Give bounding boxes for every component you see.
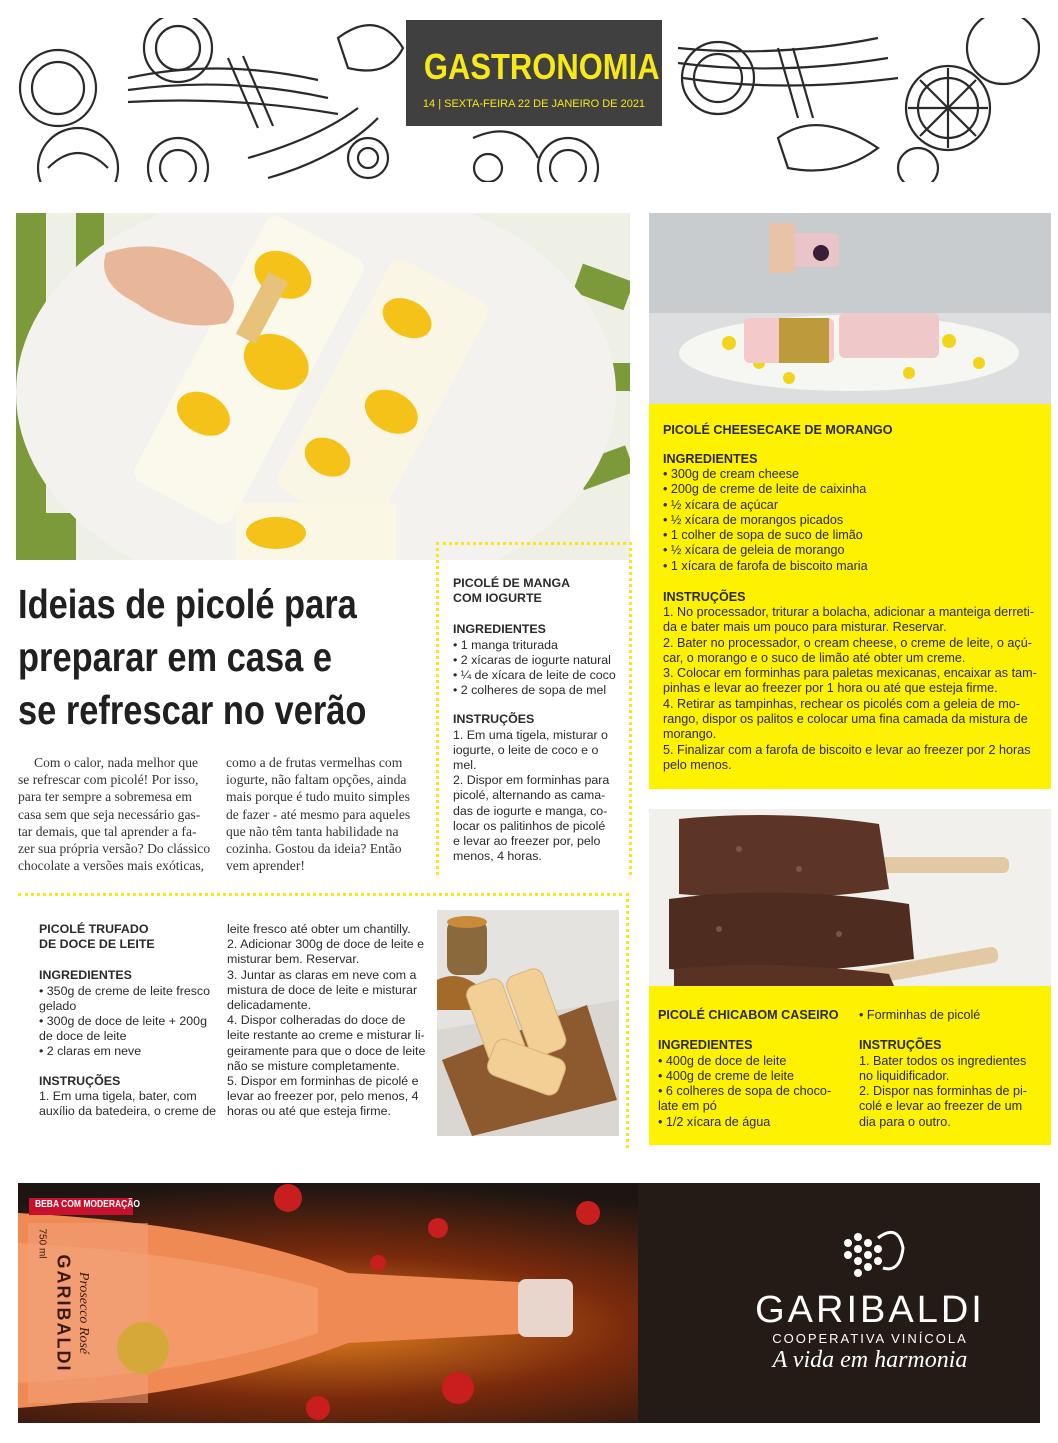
headline-line: se refrescar no verão [18, 687, 367, 733]
body-line: zer sua própria versão? Do clássico [18, 841, 211, 857]
instruction-line: mistura de doce de leite e misturar [227, 982, 418, 997]
instruction-line: da e bater mais um pouco para misturar. Reservar. [663, 620, 947, 635]
manga-title-line: PICOLÉ DE MANGA [453, 576, 571, 590]
ingredient: • 1 colher de sopa de suco de limão [663, 528, 863, 543]
instruction-line: dia para o outro. [859, 1114, 951, 1129]
trufado-instructions-heading: INSTRUÇÕES [39, 1073, 121, 1088]
instruction-line: 1. Em uma tigela, bater, com [39, 1088, 197, 1103]
ingredient: • 2 claras em neve [39, 1044, 142, 1059]
instruction-line: locar os palitinhos de picolé [453, 818, 606, 833]
ingredient: • 400g de doce de leite [658, 1053, 787, 1068]
instruction-line: 3. Colocar em forminhas para paletas mexicanas, encaixar as tam- [663, 666, 1037, 681]
bottle-product: Prosecco Rosé [76, 1271, 91, 1355]
body-line: chocolate a versões mais exóticas, [18, 858, 205, 874]
ingredient: • 1 xícara de farofa de biscoito maria [663, 558, 868, 573]
ingredient: • 400g de creme de leite [658, 1068, 795, 1083]
instruction-line: 1. Bater todos os ingredientes [859, 1053, 1027, 1068]
ingredient: • ½ xícara de açúcar [663, 497, 779, 512]
instruction-line: não se misture completamente. [227, 1058, 400, 1073]
instruction-line: no liquidificador. [859, 1068, 950, 1083]
trufado-recipe-col2 [227, 922, 425, 1120]
instruction-line: 5. Dispor em forminhas de picolé e [227, 1074, 419, 1089]
instruction-line: rango, dispor os palitos e colocar uma fina camada da mistura de [663, 712, 1028, 727]
instruction-line: delicadamente. [227, 998, 312, 1013]
instruction-line: das de iogurte e manga, co- [453, 803, 608, 818]
cheesecake-instructions-list [663, 605, 1037, 773]
manga-instructions-heading: INSTRUÇÕES [453, 712, 535, 727]
instruction-line: 2. Dispor em forminhas para [453, 773, 610, 788]
instruction-line: pelo menos. [663, 757, 732, 772]
instruction-line: leite restante ao creme e misturar li- [227, 1028, 425, 1043]
trufado-popsicle-photo [437, 910, 619, 1136]
cheesecake-ingredients-list [663, 467, 868, 574]
bottle-label [36, 1228, 91, 1403]
instruction-line: geiramente para que o doce de leite [227, 1043, 426, 1058]
trufado-recipe-col1 [39, 922, 216, 1119]
article-column-1 [18, 754, 212, 874]
chicabom-title: PICOLÉ CHICABOM CASEIRO [658, 1008, 839, 1022]
brand-name: GARIBALDI [755, 1289, 985, 1331]
instruction-line: leite fresco até obter um chantilly. [227, 922, 411, 936]
cheesecake-ingredients-heading: INGREDIENTES [663, 452, 758, 466]
ingredient: • 2 colheres de sopa de mel [453, 683, 607, 698]
cheesecake-popsicle-photo [649, 213, 1051, 404]
instruction-line: 1. No processador, triturar a bolacha, adicionar a manteiga derreti- [663, 605, 1035, 619]
moderation-warning: BEBA COM MODERAÇÃO [35, 1199, 140, 1210]
headline [18, 578, 421, 737]
instruction-line: picolé, alternando as cama- [453, 788, 606, 803]
manga-recipe [453, 576, 616, 864]
body-line: para ter sempre a sobremesa em [18, 789, 192, 805]
body-line: tar demais, que tal aprender a fa- [18, 823, 197, 839]
bottle-brand: GARIBALDI [53, 1254, 74, 1373]
body-line: mais porque é tudo muito simples [226, 789, 410, 805]
body-line: vem aprender! [226, 858, 305, 874]
section-title: GASTRONOMIA [423, 46, 660, 87]
headline-line: Ideias de picolé para [18, 581, 357, 627]
instruction-line: pinhas e levar ao freezer por 1 hora ou até que esteja firme. [663, 681, 998, 696]
instruction-line: e levar ao freezer por, pelo [453, 834, 601, 849]
chicabom-col1 [658, 1008, 839, 1130]
body-line: se refrescar com picolé! Por isso, [18, 772, 199, 788]
garibaldi-advertisement [18, 1183, 1040, 1423]
ingredient: de doce de leite [39, 1029, 127, 1044]
instruction-line: 2. Adicionar 300g de doce de leite e [227, 937, 425, 952]
ingredient: • 300g de cream cheese [663, 467, 800, 481]
trufado-title-line: DE DOCE DE LEITE [39, 937, 155, 952]
manga-ingredients-heading: INGREDIENTES [453, 622, 546, 637]
instruction-line: iogurte, o leite de coco e o [453, 742, 599, 757]
chicabom-popsicle-photo [649, 809, 1051, 986]
chicabom-recipe-box [649, 986, 1051, 1145]
bottle-volume: 750 ml [36, 1228, 48, 1259]
ingredient: • ½ xícara de geleia de morango [663, 543, 845, 558]
body-line: de fazer - até mesmo para aqueles [226, 806, 411, 822]
ingredient: • 350g de creme de leite fresco [39, 983, 211, 998]
instruction-line: morango. [663, 727, 717, 742]
ingredient: gelado [39, 998, 77, 1013]
body-line: iogurte, não faltam opções, ainda [226, 772, 407, 788]
trufado-title-line: PICOLÉ TRUFADO [39, 922, 149, 936]
dateline: 14 | SEXTA-FEIRA 22 DE JANEIRO DE 2021 [422, 98, 646, 110]
brand-slogan: A vida em harmonia [772, 1347, 968, 1373]
instruction-line: 4. Retirar as tampinhas, rechear os picolés com a geleia de mo- [663, 696, 1020, 711]
instruction-line: levar ao freezer por, pelo menos, 4 [227, 1089, 419, 1104]
cheesecake-title: PICOLÉ CHEESECAKE DE MORANGO [663, 423, 893, 437]
instruction-line: 4. Dispor colheradas do doce de [227, 1013, 406, 1028]
trufado-ingredients-heading: INGREDIENTES [39, 968, 132, 983]
manga-title-line: COM IOGURTE [453, 591, 542, 606]
ingredient: • 1 manga triturada [453, 637, 558, 652]
instruction-line: car, o morango e o suco de limão até obter um creme. [663, 650, 966, 665]
instruction-line: menos, 4 horas. [453, 849, 542, 864]
chicabom-col2 [859, 1008, 1027, 1130]
body-line: que não têm tanta habilidade na [226, 823, 399, 839]
body-line: cozinha. Gostou da ideia? Então [226, 841, 402, 857]
chicabom-ingredients-heading: INGREDIENTES [658, 1038, 753, 1053]
brand-subtitle: COOPERATIVA VINÍCOLA [772, 1331, 968, 1346]
instruction-line: misturar bem. Reservar. [227, 952, 360, 967]
ingredient: late em pó [658, 1099, 717, 1114]
instruction-line: 2. Bater no processador, o cream cheese, o creme de leite, o açú- [663, 635, 1032, 650]
instruction-line: auxílio da batedeira, o creme de [39, 1104, 217, 1119]
instruction-line: 1. Em uma tigela, misturar o [453, 727, 608, 742]
body-line: Com o calor, nada melhor que [34, 755, 199, 770]
instruction-line: mel. [453, 758, 477, 773]
cheesecake-recipe-box [649, 404, 1051, 789]
ingredient: • ½ xícara de morangos picados [663, 512, 844, 527]
ingredient: • 2 xícaras de iogurte natural [453, 652, 611, 667]
body-line: casa sem que seja necessário gas- [18, 806, 201, 822]
ingredient: • 6 colheres de sopa de choco- [658, 1084, 832, 1099]
instruction-line: 3. Juntar as claras em neve com a [227, 967, 417, 982]
article-column-2 [226, 754, 420, 874]
ingredient: • Forminhas de picolé [859, 1008, 981, 1022]
masthead [406, 20, 662, 126]
instruction-line: colé e levar ao freezer de um [859, 1099, 1023, 1114]
instruction-line: 2. Dispor nas forminhas de pi- [859, 1084, 1027, 1099]
cheesecake-instructions-heading: INSTRUÇÕES [663, 590, 746, 604]
ingredient: • ¼ de xícara de leite de coco [453, 668, 616, 683]
chicabom-instructions-heading: INSTRUÇÕES [859, 1038, 942, 1053]
body-line: como a de frutas vermelhas com [226, 755, 403, 770]
ingredient: • 1/2 xícara de água [658, 1114, 771, 1129]
instruction-line: horas ou até que esteja firme. [227, 1104, 391, 1119]
ingredient: • 200g de creme de leite de caixinha [663, 482, 867, 497]
grape-logo-icon [828, 1223, 908, 1293]
mango-popsicle-photo [16, 213, 630, 560]
instruction-line: 5. Finalizar com a farofa de biscoito e levar ao freezer por 2 horas [663, 742, 1031, 757]
headline-line: preparar em casa e [18, 634, 333, 680]
ingredient: • 300g de doce de leite + 200g [39, 1014, 207, 1029]
